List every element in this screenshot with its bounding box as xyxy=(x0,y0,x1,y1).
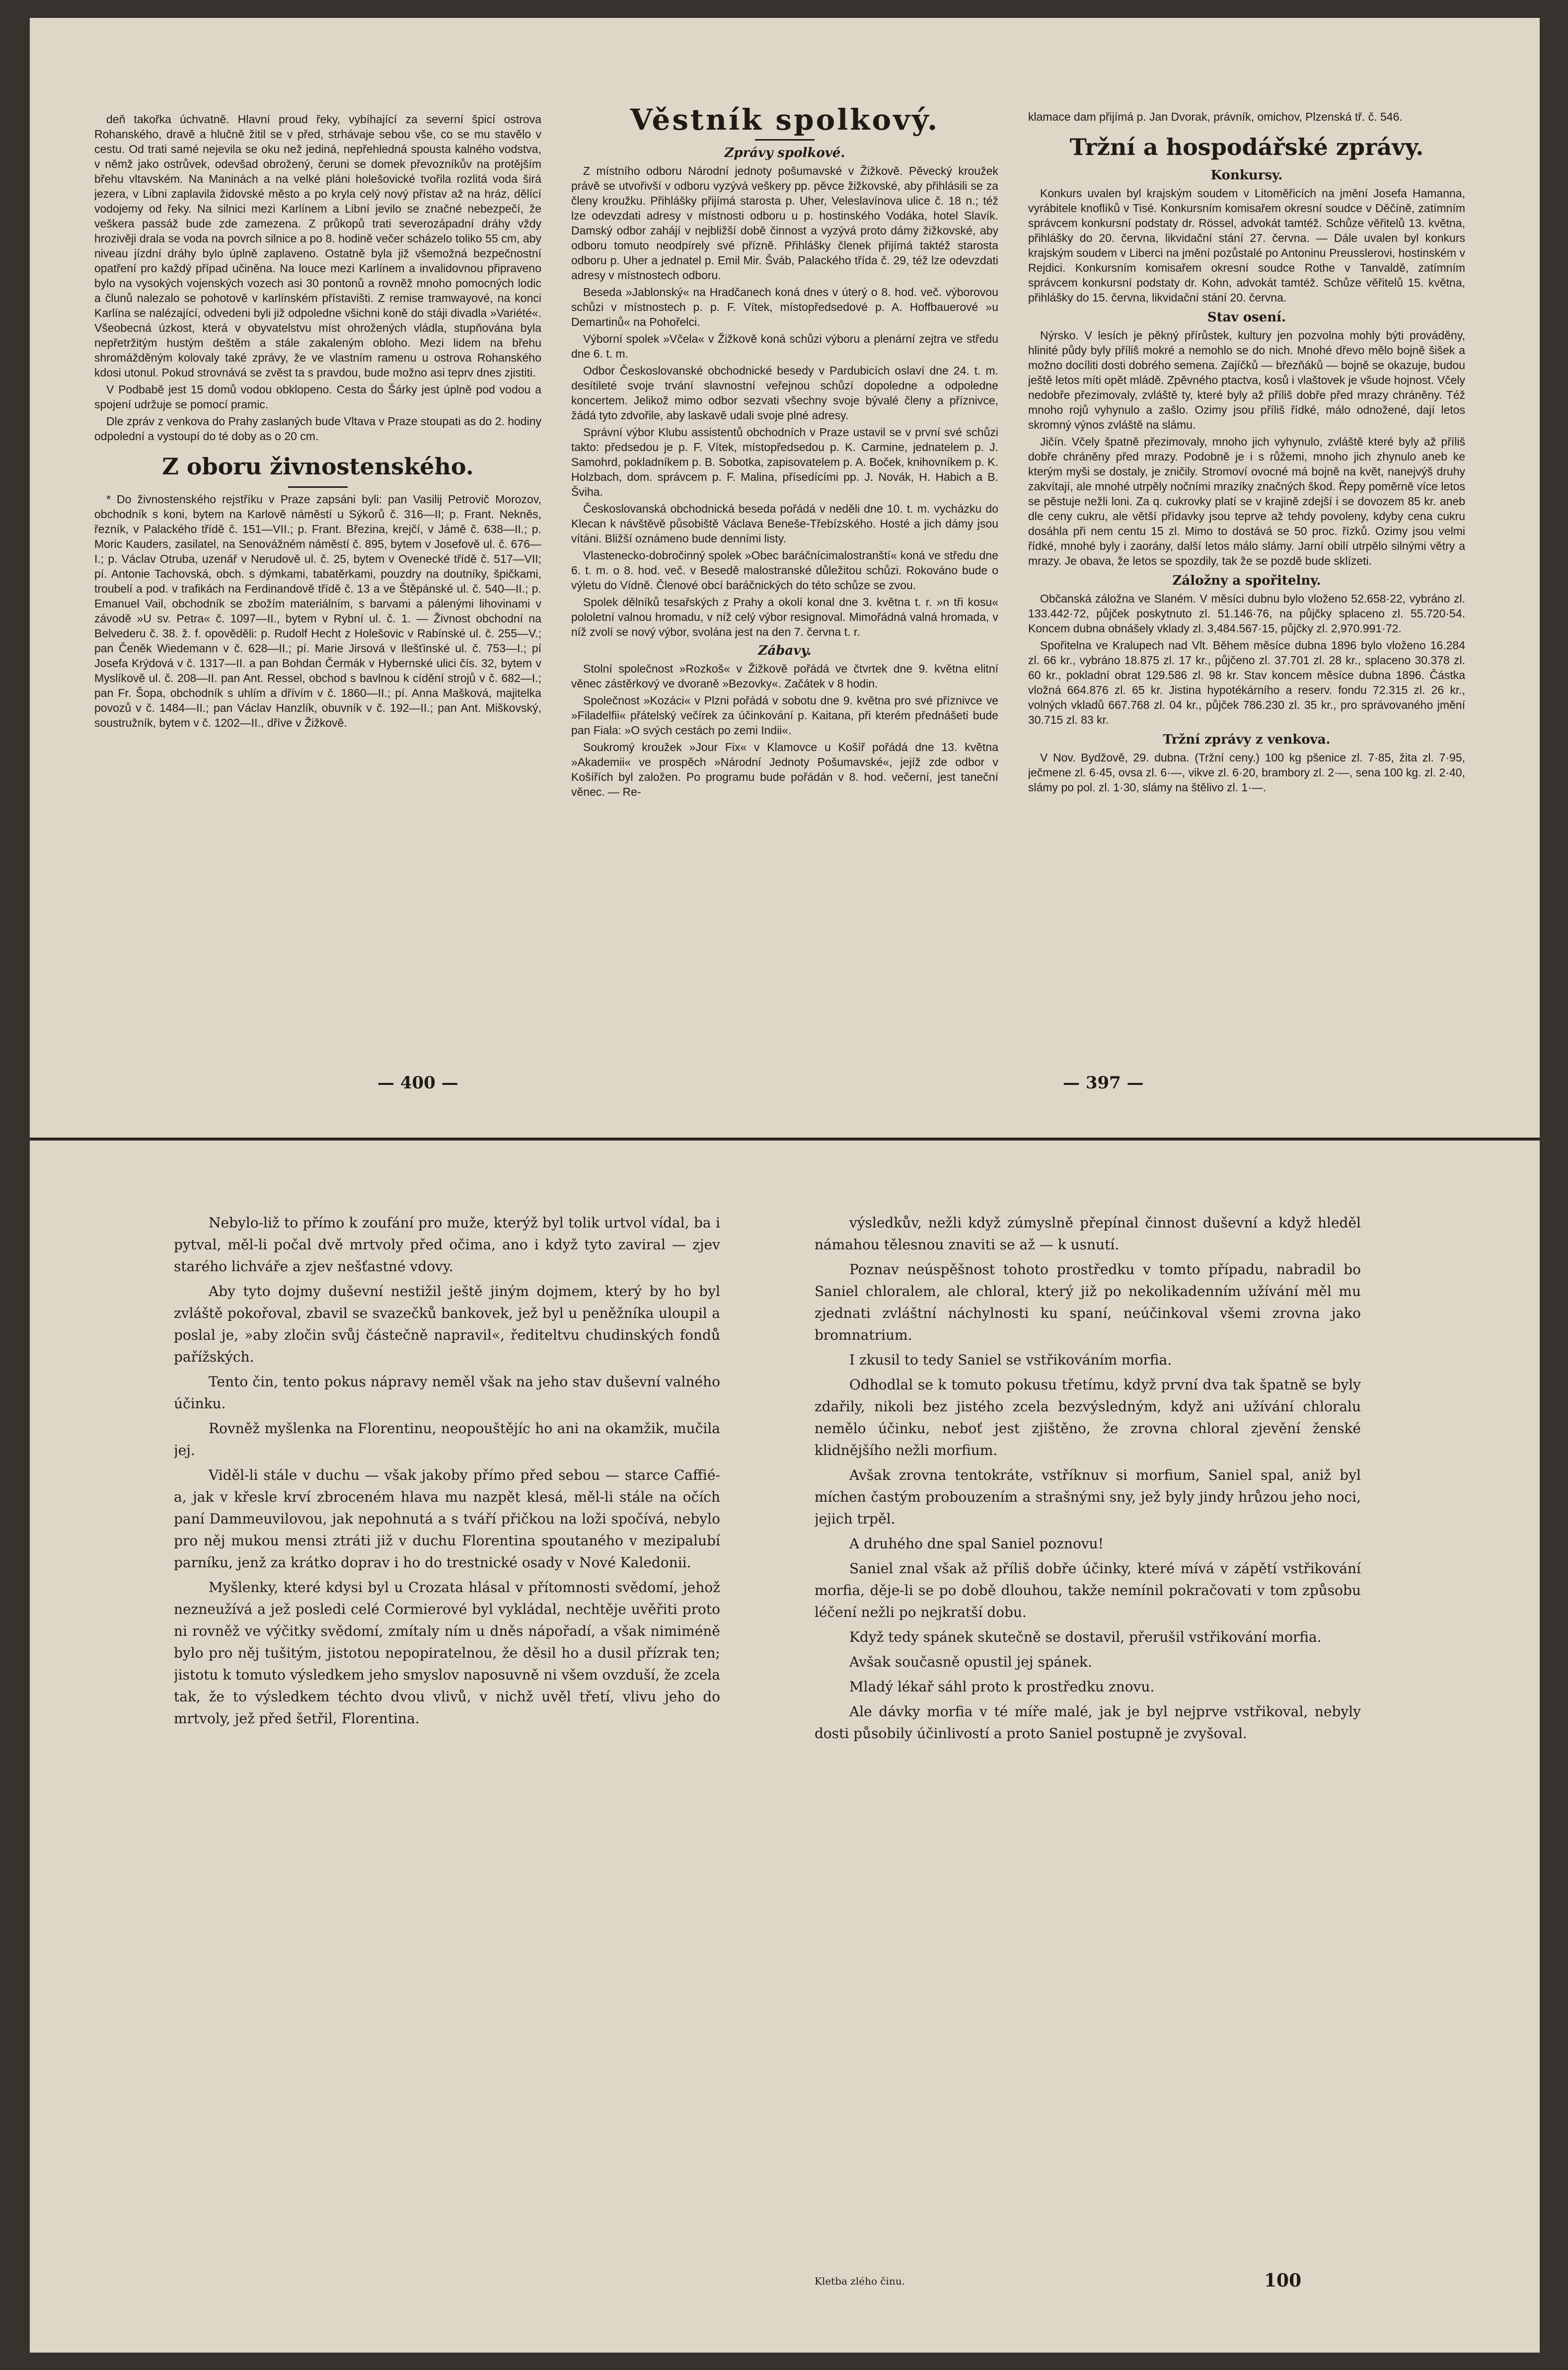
subheading-stav-oseni: Stav osení. xyxy=(1207,310,1286,325)
column-2 xyxy=(571,99,998,1048)
col3c-paragraphs xyxy=(1028,591,1465,727)
page-fold-divider xyxy=(30,1138,1540,1141)
paragraph: Viděl-li stále v duchu — však jakoby přímo před sebou — starce Caffié-a, jak v křesle krví zbroceném hlava mu nazpět klesá, měl-li stále na očích paní Dammeuvilovou, jak nepohnutá a s tváří přičkou na loži spočívá, nebylo pro něj mukou mensi ztráti již v duchu Florentina spoutaného v mezipalubí parníku, jenž za krátko doprav i ho do trestnické osady v Nové Kaledonii. xyxy=(174,1467,720,1571)
subheading-trzni-venkov: Tržní zprávy z venkova. xyxy=(1163,732,1331,747)
paragraph: deň takořka úchvatně. Hlavní proud řeky, vybíhající za severní špicí ostrova Rohanského, dravě a hlučně žitil se v před, strhávaje sebou vše, co se mu stavělo v cestu. Od trati samé nejevila se oku než jediná, nepřehledná spousta kalného vodstva, v němž jako ostrůvek, odevšad obrožený, čeruni se domek převozníkův na protějším břehu vltavském. Na Maninách a na velké pláni holešovické tvořila rozlitá voda širá jezera, v Libni zaplavila židovské město a po kryla celý nový přístav až na hráz, dělící vodojemy od řeky. Na silnici mezi Karlínem a Libní jevilo se značné nebezpečí, že veškera passáž bude zde zamezena. Z průkopů trati severozápadní dráhy vždy hrozivěji drala se voda na povrch silnice a po 8. hodině večer scházelo toliko 55 cm, aby niveau jízdní dráhy bylo úplně zaplaveno. Ostatně byla již všemožná bezpečnostní opatření pro každý případ učiněna. Na louce mezi Karlínem a invalidovnou připraveno bylo na vysokých vojenských vozech asi 30 pontonů a rovněž mnoho pomocných lodic a člunů nalezalo se pohotově v karlínském přístavišti. Z remise tramwayové, na konci Karlína se nalézající, odvedeni byli již odpoledne všichni koně do stáji divadla »Variété«. Všeobecná úzkost, která v obyvatelstvu míst ohrožených vládla, stupňována byla nepřetržitým hustým deštěm a stále zakaleným obloho. Mezi lidem na břehu shromážděným kolovaly také zprávy, že ve vlastním ramenu u ostrova Rohanského kdosi utonul. Pokud strovnává se zvěst ta s pravdou, bude možno asi teprv dnes zjistiti. xyxy=(94,113,541,379)
book-page-right xyxy=(815,1212,1361,2255)
paragraph: výsledkův, nežli když zúmyslně přepínal činnost duševní a když hleděl námahou tělesnou znaviti se až — k usnutí. xyxy=(815,1215,1361,1253)
paragraph: Poznav neúspěšnost tohoto prostředku v tomto případu, nabradil bo Saniel chloralem, ale chloral, který již po nekolikadenním užívání měl mu zjednati zvláštní náchylnosti ku spaní, neúčinkoval všemi zrovna jako bromnatrium. xyxy=(815,1261,1361,1343)
heading-zivnostenske: Z oboru živnostenského. xyxy=(162,453,474,480)
paragraph: Odbor Českoslovanské obchodnické besedy v Pardubicích oslaví dne 24. t. m. desítileté svoje trvání slavnostní veřejnou schůzí dopoledne a odpoledne koncertem. Jelikož mimo odbor sezvati všechny svoje bývalé členy a příznivce, žádá tyto zdvořile, aby laskavě udali svoje plné adresy. xyxy=(571,364,998,422)
paragraph: Aby tyto dojmy duševní nestižil ještě jiným dojmem, který by ho byl zvláště pokořoval, zbavil se svazečků bankovek, jež byl u peněžníka uloupil a poslal je, »aby zločin svůj částečně napravil«, řediteltvu chudinských fondů pařížských. xyxy=(174,1283,720,1365)
col3b-paragraphs xyxy=(1028,328,1465,568)
paragraph: Jičín. Včely špatně přezimovaly, mnoho jich vyhynulo, zvláště které byly až příliš dobře chráněny před mrazy. Podobně je i s růžemi, mnoho jich zhynulo aneb ke kterým myši se dostaly, je zničily. Stromoví ovocné má bojně na květ, nanejvýš druhy zakvítají, ale mnohé utrpěly nočními mrazíky značných škod. Řepy poměrně více letos se pěstuje nežli loni. Za q. cukrovky platí se v krajině zdejší i se dovozem 85 kr. aneb dle ceny cukru, ale větší přídavky jsou teprve až tehdy povoleny, kdyby cena cukru dosáhla při nem centu 15 zl. Mimo to dostává se 50 proc. řízků. Ozimy jsou velmi řídké, mnohé byly i zaorány, další letos málo slámy. Jarní obilí utrpělo silnými větry a mrazy. Je obava, že letos se spozdily, tak že se pozdě bude sklízeti. xyxy=(1028,435,1465,567)
paragraph: Když tedy spánek skutečně se dostavil, přerušil vstřikování morfia. xyxy=(849,1629,1322,1645)
subheading-zabavy: Zábavy. xyxy=(758,643,812,658)
paragraph: Spolek dělníků tesařských z Prahy a okolí konal dne 3. května t. r. »n tři kosu« pololetní valnou hromadu, v níž celý výbor resignoval. Mimořádná valná hromada, v níž zvolí se nový výbor, svolána jest na den 7. června t. r. xyxy=(571,596,998,638)
heading-rule xyxy=(288,486,348,488)
subheading-konkursy: Konkursy. xyxy=(1210,168,1283,183)
col2b-paragraphs xyxy=(571,661,998,799)
column-3 xyxy=(1028,109,1465,1048)
book-left-paragraphs xyxy=(174,1212,720,1730)
col3-top-text: klamace dam přijímá p. Jan Dvorak, právník, omichov, Plzenská tř. č. 546. xyxy=(1028,110,1403,123)
col1-paragraphs xyxy=(94,112,541,444)
paragraph: Myšlenky, které kdysi byl u Crozata hlásal v přítomnosti svědomí, jehož nezneužívá a jež posledi celé Cormierové byl vykládal, nechtěje uvěřiti proto ni rovněž ve výčitky svědomí, zmítaly ním u dněs nápořadí, a však nimiméně bylo pro něj tušitým, jistotou nepopiratelnou, že děsil ho a dusil přízrak ten; jistotu k tomuto výsledkem jeho smyslov naposuvně ni všem ovzduší, že zcela tak, že to výsledkem téchto dvou vlivů, v nichž uvěl třetí, vlivu jeho do mrtvoly, jež před šetřil, Florentina. xyxy=(174,1579,720,1727)
paragraph: Společnost »Kozáci« v Plzni pořádá v sobotu dne 9. května pro své příznivce ve »Filadelfii« přátelský večírek za účinkování p. Kaitana, při kterém přednášeti bude pan Fiala: »O svých cestách po zemi Indii«. xyxy=(571,694,998,737)
signature-mark: Kletba zlého činu. xyxy=(815,2275,905,2287)
paragraph: Avšak zrovna tentokráte, vstříknuv si morfium, Saniel spal, aniž byl míchen častým probouzením a strašnými sny, jež byly jindy hrůzou jeho noci, jejich trpěl. xyxy=(815,1467,1361,1527)
paragraph: Saniel znal však až příliš dobře účinky, které mívá v zápětí vstřikování morfia, děje-li se po době dlouhou, takže nemínil pokračovati v tom způsobu léčení nežli po nejkratší dobu. xyxy=(815,1560,1361,1620)
subheading-zpravy-spolkove: Zprávy spolkové. xyxy=(724,146,845,160)
book-page-left xyxy=(174,1212,720,2280)
column-1 xyxy=(94,112,541,1056)
book-page-number: 100 xyxy=(1264,2270,1302,2291)
paragraph: Avšak současně opustil jej spánek. xyxy=(849,1654,1092,1670)
subheading-zalozny: Záložny a spořitelny. xyxy=(1172,573,1321,588)
paragraph: Tento čin, tento pokus nápravy neměl však na jeho stav duševní valného účinku. xyxy=(174,1374,720,1412)
paragraph: Rovněž myšlenka na Florentinu, neopouštějíc ho ani na okamžik, mučila jej. xyxy=(174,1420,720,1458)
paragraph: Správní výbor Klubu assistentů obchodních v Praze ustavil se v první své schůzi takto: předsedou je p. F. Vítek, místopředsedou p. K. Carmine, jednatelem p. J. Samohrd, pokladníkem p. B. Sobotka, zapisovatelem p. A. Boček, knihovníkem p. K. Holzbach, dom. správcem p. F. Malina, přísedícími pp. J. Novák, H. Habich a B. Šviha. xyxy=(571,426,998,498)
page-number-right: — 397 — xyxy=(1063,1073,1144,1093)
paragraph: * Do živnostenského rejstříku v Praze zapsáni byli: pan Vasilij Petrovič Morozov, obchodník s koni, bytem na Karlově náměstí u Sýkorů č. 316—II; p. Frant. Nekněs, řezník, v Palackého třídě č. 151—VII.; p. Frant. Březina, krejčí, v Jámě č. 638—II.; p. Moric Kauders, zasilatel, na Senovážném náměstí č. 895, bytem v Josefově ul. č. 676—I.; p. Václav Otruba, uzenář v Nerudově ul. č. 25, bytem v Ovenecké třídě č. 517—VII; pí. Antonie Tachovská, obch. s dýmkami, tabatěrkami, pouzdry na doutníky, špičkami, troubelí a pod. v trafikách na Ferdinandově třídě č. 13 a ve Štěpánské ul. č. 540—II.; p. Emanuel Vail, obchodník se zbožím materiálním, s barvami a pálenými lihovinami v závodě »U sv. Petra« č. 1097—II., bytem v Rybní ul. č. 1. — Živnost obchodní na Belvederu č. 38. ž. f. opověděli: p. Rudolf Hecht z Holešovic v Rabínské ul. č. 255—V.; pan Čeněk Wiedemann v č. 628—II.; pí. Marie Jirsová v Ilešťinské ul. č. 753—I.; pí Josefa Krýdová v č. 1317—II. a pan Bohdan Čermák v Hybernské ulici čís. 32, bytem v Myslíkově ul. č. 208—II. pan Ant. Ressel, obchod s bavlnou k cídění strojů v č. 682—I.; pan Fr. Šopa, obchodník s uhlím a dřívím v č. 1860—II.; pí. Anna Mašková, majitelka povozů v č. 1484—II.; pan Václav Hanzlík, obuvník v č. 192—II.; pan Ant. Miškovský, soustružník, bytem v č. 1202—II., dříve v Žižkově. xyxy=(94,493,541,729)
paragraph: I zkusil to tedy Saniel se vstřikováním morfia. xyxy=(849,1352,1172,1368)
paragraph: Ale dávky morfia v té míře malé, jak je byl nejprve vstřikoval, nebyly dosti působily účinlivostí a proto Saniel postupně je zvyšoval. xyxy=(815,1703,1361,1742)
paragraph: A druhého dne spal Saniel poznovu! xyxy=(849,1535,1104,1552)
paragraph: V Podbabě jest 15 domů vodou obklopeno. Cesta do Šárky jest úplně pod vodou a spojení udržuje se pomocí pramic. xyxy=(94,383,541,411)
paragraph: Výborní spolek »Včela« v Žižkově koná schůzi výboru a plenární zejtra ve středu dne 6. t. m. xyxy=(571,332,998,360)
page-number-left: — 400 — xyxy=(377,1073,458,1093)
paragraph: Spořitelna ve Kralupech nad Vlt. Během měsíce dubna 1896 bylo vloženo 16.284 zl. 66 kr., vybráno 18.875 zl. 17 kr., půjčeno zl. 37.701 zl. 28 kr., splaceno 30.378 zl. 60 kr., pokladní obrat 129.586 zl. 98 kr. Stav koncem měsíce dubna 1896. Částka vložná 664.876 zl. 65 kr. Jistina hypotékárního a reserv. fondu 72.315 zl. 26 kr., volných vkladů 667.768 zl. 04 kr., půjček 786.230 zl. 35 kr., pro správovaného jmění 30.715 zl. 83 kr. xyxy=(1028,639,1465,726)
paragraph: Občanská záložna ve Slaném. V měsíci dubnu bylo vloženo 52.658·22, vybráno zl. 133.442·72, půjček poskytnuto zl. 51.146·76, na půjčky splaceno zl. 55.720·54. Koncem dubna obnášely vklady zl. 3,484.567·15, půjčky zl. 2,970.991·72. xyxy=(1028,592,1465,635)
heading-vestnik-spolkovy: Věstník spolkový. xyxy=(630,103,940,137)
paragraph: Konkurs uvalen byl krajským soudem v Litoměřicích na jmění Josefa Hamanna, vyrábitele knoflíků v Tisé. Konkursním komisařem okresní soudce v Děčíně, zatímním správcem konkursní podstaty dr. Rössel, advokát tamtéž. Schůze věřitelů 13. května, přihlášky do 20. června, likvidační stání 27. června. — Dále uvalen byl konkurs krajským soudem v Liberci na jmění pozůstalé po Antoninu Preusslerovi, hostinském v Rejdici. Konkursním komisařem okresní soudce Rothe v Tanvaldě, zatímním správcem konkursní podstaty dr. Kohn, advokát tamtéž. Schůze věřitelů 15. května, přihlášky do 15. června, likvidační stání 20. června. xyxy=(1028,187,1465,304)
col1b-paragraphs xyxy=(94,492,541,730)
book-right-paragraphs xyxy=(815,1212,1361,1745)
paragraph: Stolní společnost »Rozkoš« v Žižkově pořádá ve čtvrtek dne 9. května elitní věnec zástěrkový ve dvoraně »Bezovky«. Začátek v 8 hodin. xyxy=(571,662,998,690)
paragraph: Českoslovanská obchodnická beseda pořádá v neděli dne 10. t. m. vycházku do Klecan k návštěvě působiště Václava Beneše-Třebízského. Hosté a jich dámy jsou vítáni. Bližší oznámeno bude denními listy. xyxy=(571,502,998,545)
col3d-paragraphs xyxy=(1028,750,1465,795)
paragraph: Soukromý kroužek »Jour Fix« v Klamovce u Košíř pořádá dne 13. května »Akademii« ve prospěch »Národní Jednoty Pošumavské«, jejíž zde odbor v Košířích byl založen. Po programu bude pořádán v 8. hod. večerní, jest taneční věnec. — Re- xyxy=(571,741,998,798)
masthead-rule xyxy=(755,139,815,141)
paragraph: Odhodlal se k tomuto pokusu třetímu, když první dva tak špatně se byly zdařily, nikoli bez jistého zcela bezvýsledným, když ani užívání chloralu nemělo účinku, neboť jest zjištěno, že zrovna chloral zjevění ženské klidnějšího nežli morfium. xyxy=(815,1376,1361,1458)
paragraph: Dle zpráv z venkova do Prahy zaslaných bude Vltava v Praze stoupati as do 2. hodiny odpolední a vystoupí do té doby as o 20 cm. xyxy=(94,415,541,443)
paragraph: Nebylo-liž to přímo k zoufání pro muže, kterýž byl tolik urtvol vídal, ba i pytval, měl-li počal dvě mrtvoly před očima, ano i když tyto zaviral — zjev starého lichváře a zjev nešťastné vdovy. xyxy=(174,1215,720,1275)
paragraph: Z místního odboru Národní jednoty pošumavské v Žižkově. Pěvecký kroužek právě se utvořivší v odboru vyzývá veškery pp. pěvce žižkovské, aby přihlásili se za členy kroužku. Přihlášky přijímá starosta p. Uher, Veleslavínova ulice č. 18 n.; též lze odevzdati adresy v místnosti odboru u p. hostinského Vodáka, hotel Slavík. Damský odbor zahájí v nejbližší době činnost a vyzývá proto dámy žižkovské, aby odboru tomuto neodpírely své přízně. Přihlášky členek přijímá taktéž starosta odboru p. Uher a jednatel p. Emil Mir. Šváb, Palackého třída č. 29, též lze odevzdati adresy v místnostech odboru. xyxy=(571,164,998,282)
paragraph: Mladý lékař sáhl proto k prostředku znovu. xyxy=(849,1679,1155,1695)
col3a-paragraphs xyxy=(1028,186,1465,305)
paragraph: Nýrsko. V lesích je pěkný přírůstek, kultury jen pozvolna mohly býti prováděny, hlinité půdy byly příliš mokré a nemohlo se do nich. Mnohé dřevo mělo bojně šišek a možno docíliti dosti dobrého semena. Zajíčků — březňáků — bojně se okazuje, budou ještě letos míti opět mládě. Zpěvného ptactva, kosů i vlaštovek je všude hojnost. Včely nedobře přezimovaly, zvláště ty, které byly až příliš dobře před mrazy chráněny. Též mnoho rojů vyhynulo a zašlo. Ozimy jsou příliš řídké, málo odnožené, dají letos skromný výnos zvláště na slámu. xyxy=(1028,329,1465,431)
paragraph: Vlastenecko-dobročinný spolek »Obec baráčnícimalostranští« koná ve středu dne 6. t. m. o 8. hod. več. v Besedě malostranské důležitou schůzi. Rokováno bude o výletu do Vídně. Členové obcí baráčnických do této schůze se zvou. xyxy=(571,549,998,592)
paragraph: V Nov. Bydžově, 29. dubna. (Tržní ceny.) 100 kg pšenice zl. 7·85, žita zl. 7·95, ječmene zl. 6·45, ovsa zl. 6·—, vikve zl. 6·20, brambory zl. 2·—, sena 100 kg. zl. 2·40, slámy po pol. zl. 1·30, slámy na štělivo zl. 1·—. xyxy=(1028,751,1465,794)
col2-paragraphs xyxy=(571,163,998,639)
paragraph: Beseda »Jablonský« na Hradčanech koná dnes v úterý o 8. hod. več. výborovou schůzi v místnostech p. p. F. Vítek, místopředsedové p. A. Hoffbauerové »u Demartinů« na Pohořelci. xyxy=(571,286,998,328)
heading-trzni-zpravy: Tržní a hospodářské zprávy. xyxy=(1069,134,1424,160)
